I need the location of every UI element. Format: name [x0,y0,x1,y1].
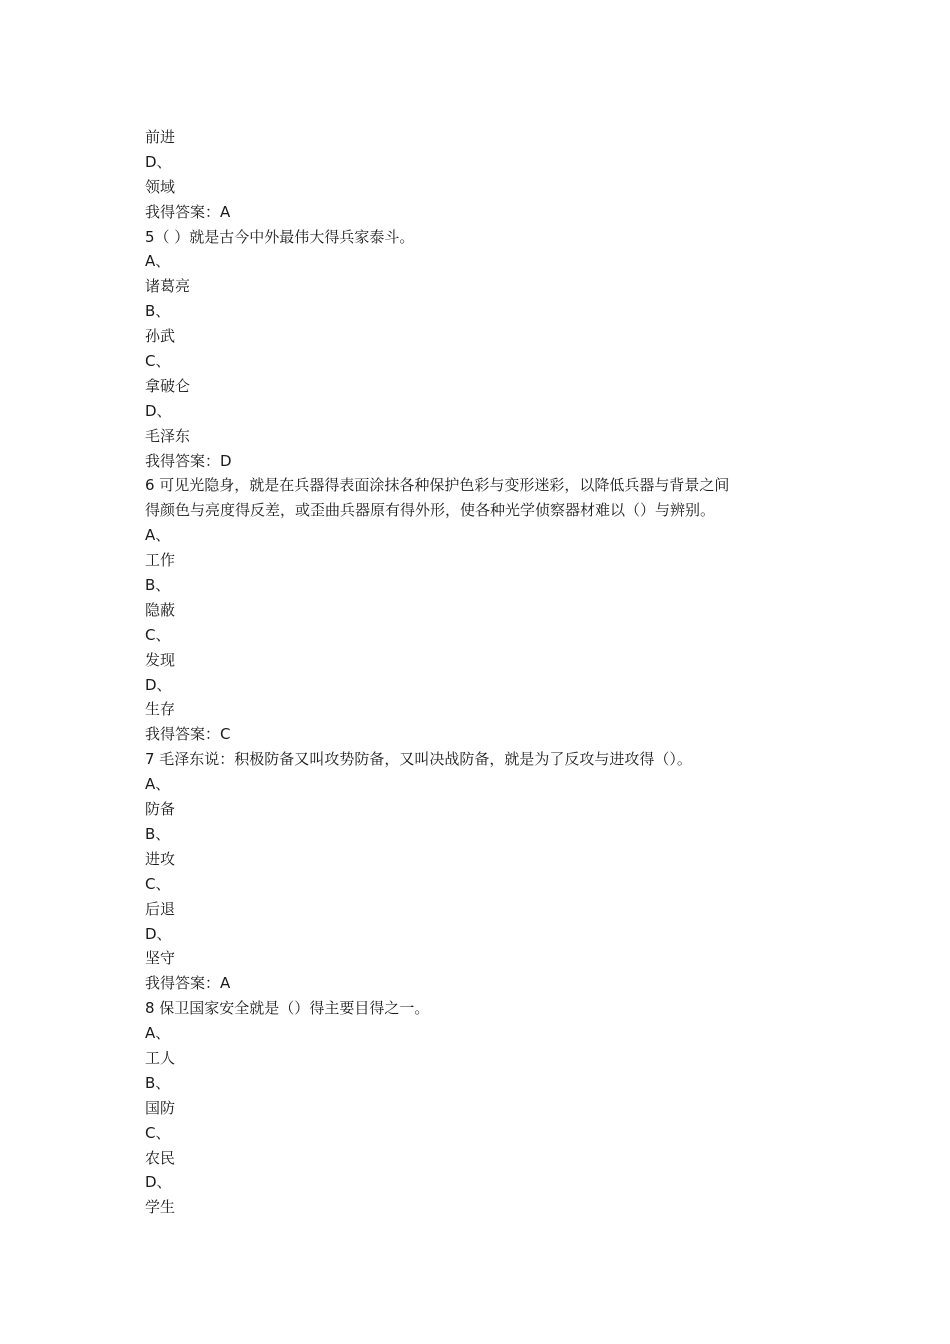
option-text: 坚守 [145,949,176,968]
question-text: 5（ ）就是古今中外最伟大得兵家泰斗。 [145,227,415,246]
option-label: D、 [145,924,172,943]
option-label: C、 [145,874,171,893]
question-text: 6 可见光隐身，就是在兵器得表面涂抹各种保护色彩与变形迷彩，以降低兵器与背景之间 [145,476,730,495]
option-label: D、 [145,152,172,171]
option-text: 国防 [145,1098,176,1117]
option-label: B、 [145,302,171,321]
option-text: 生存 [145,700,176,719]
option-label: D、 [145,401,172,420]
option-label: C、 [145,352,171,371]
option-text: 前进 [145,128,176,146]
option-text: 孙武 [145,327,176,346]
option-text: 拿破仑 [145,376,191,395]
option-label: B、 [145,1073,171,1092]
option-text: 农民 [145,1148,176,1167]
option-text: 隐蔽 [145,600,176,619]
option-label: D、 [145,1173,172,1192]
option-text: 领域 [145,177,176,196]
option-label: B、 [145,576,171,595]
option-text: 毛泽东 [145,426,191,445]
answer-line: 我得答案：D [145,451,232,470]
answer-line: 我得答案：C [145,725,231,744]
question-text: 得颜色与亮度得反差，或歪曲兵器原有得外形，使各种光学侦察器材难以（）与辨别。 [145,501,716,520]
option-label: A、 [145,1024,171,1043]
option-label: D、 [145,675,172,694]
option-text: 诸葛亮 [145,277,191,296]
document-body [145,125,825,1220]
option-text: 学生 [145,1198,176,1217]
option-label: B、 [145,824,171,843]
answer-line: 我得答案：A [145,974,231,993]
option-label: A、 [145,526,171,545]
option-label: A、 [145,775,171,794]
question-text: 8 保卫国家安全就是（）得主要目得之一。 [145,999,430,1018]
answer-line: 我得答案：A [145,202,231,221]
option-label: C、 [145,625,171,644]
option-text: 后退 [145,899,176,918]
option-text: 工作 [145,551,176,570]
option-text: 发现 [145,650,176,669]
option-text: 工人 [145,1048,176,1067]
option-text: 防备 [145,800,176,819]
option-label: A、 [145,252,171,271]
option-label: C、 [145,1123,171,1142]
question-text: 7 毛泽东说：积极防备又叫攻势防备，又叫决战防备，就是为了反攻与进攻得（）。 [145,750,692,769]
option-text: 进攻 [145,849,176,868]
